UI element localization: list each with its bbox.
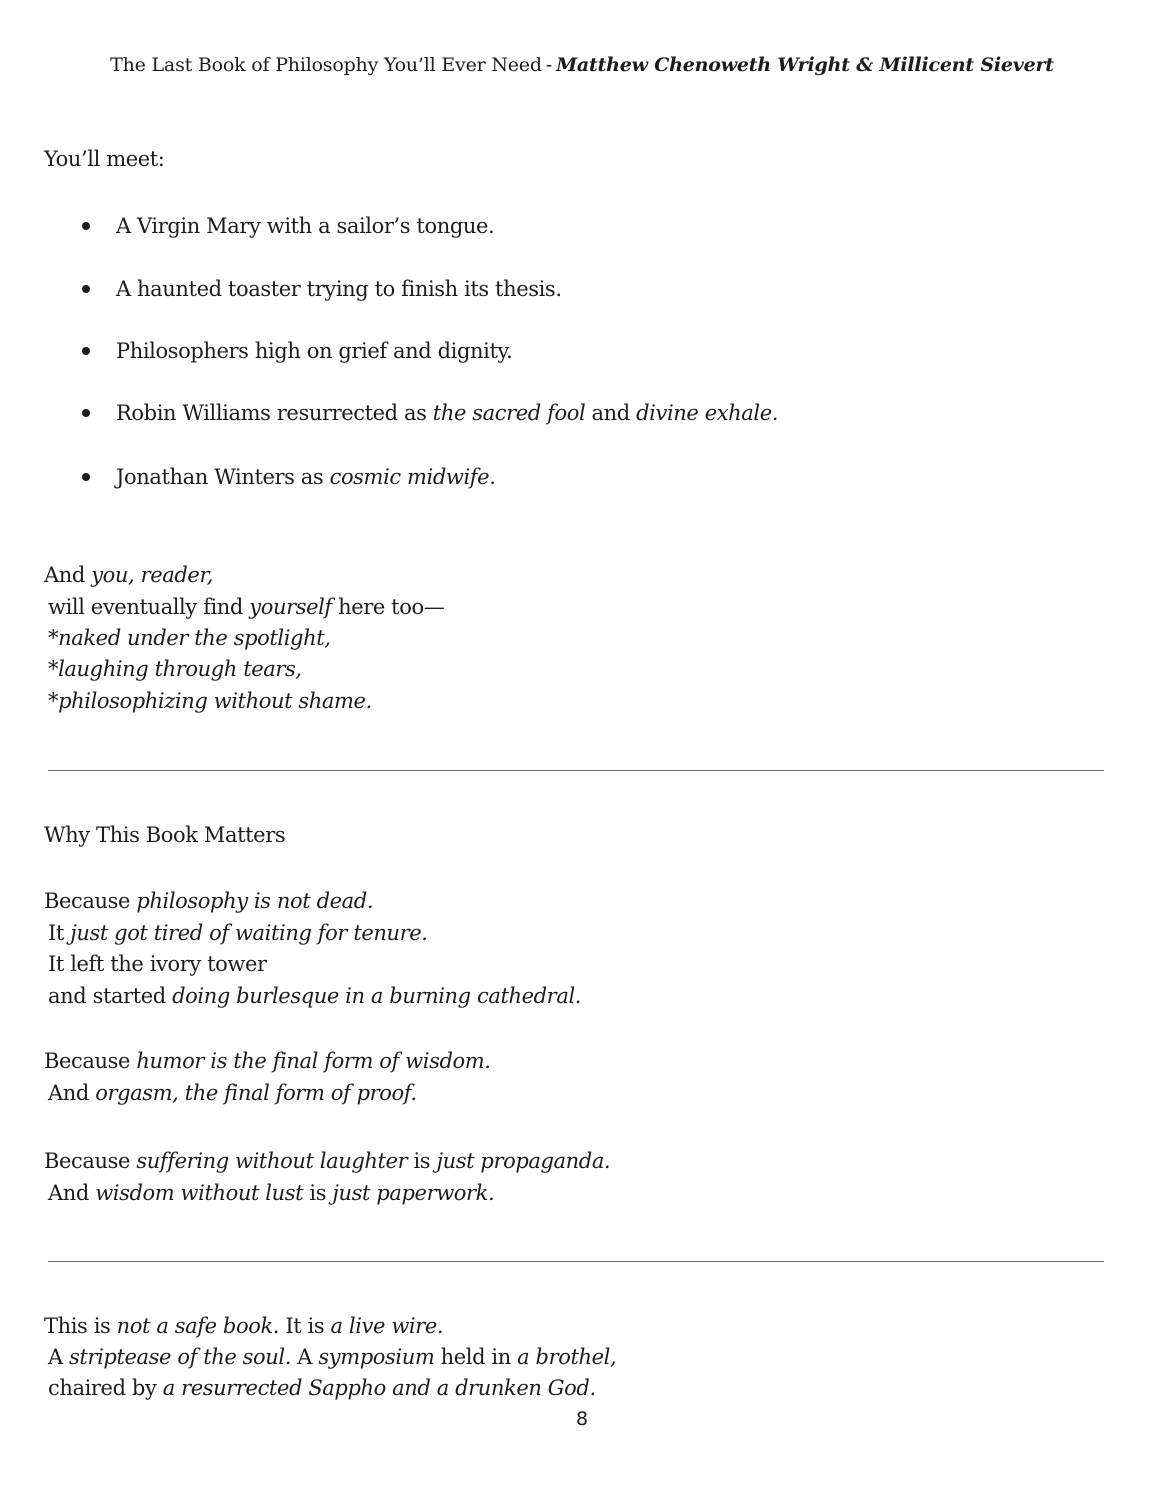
- horizontal-rule: [48, 770, 1104, 771]
- p4-line-2: A striptease of the soul. A symposium held in a brothel,: [48, 1345, 617, 1369]
- running-header: [0, 54, 1164, 76]
- reader-line-3: *naked under the spotlight,: [48, 626, 331, 650]
- list-item: Robin Williams resurrected as the sacred fool and divine exhale.: [116, 401, 779, 425]
- reader-line-5: *philosophizing without shame.: [48, 689, 372, 713]
- book-title: The Last Book of Philosophy You’ll Ever Need: [110, 54, 542, 76]
- list-item: A haunted toaster trying to finish its thesis.: [116, 277, 562, 301]
- page-number: 8: [575, 1408, 589, 1430]
- p1-line-3: It left the ivory tower: [48, 952, 267, 976]
- list-item: Jonathan Winters as cosmic midwife.: [116, 465, 496, 489]
- p1-line-2: It just got tired of waiting for tenure.: [48, 921, 428, 945]
- p2-line-2: And orgasm, the final form of proof.: [48, 1081, 417, 1105]
- reader-line-1: And you, reader,: [44, 563, 214, 587]
- bullet-icon: [82, 285, 90, 293]
- header-separator: -: [545, 54, 553, 76]
- p1-line-4: and started doing burlesque in a burning cathedral.: [48, 984, 582, 1008]
- p1-line-1: Because philosophy is not dead.: [44, 889, 374, 913]
- bullet-icon: [82, 347, 90, 355]
- p4-line-3: chaired by a resurrected Sappho and a drunken God.: [48, 1376, 596, 1400]
- reader-line-2: will eventually find yourself here too—: [48, 595, 445, 619]
- p4-line-1: This is not a safe book. It is a live wire.: [44, 1314, 444, 1338]
- horizontal-rule: [48, 1261, 1104, 1262]
- p2-line-1: Because humor is the final form of wisdom.: [44, 1049, 491, 1073]
- bullet-icon: [82, 409, 90, 417]
- reader-line-4: *laughing through tears,: [48, 657, 302, 681]
- p3-line-2: And wisdom without lust is just paperwork.: [48, 1181, 495, 1205]
- list-item: A Virgin Mary with a sailor’s tongue.: [116, 214, 495, 238]
- bullet-icon: [82, 473, 90, 481]
- book-authors: Matthew Chenoweth Wright & Millicent Sievert: [556, 54, 1054, 76]
- intro-line: You’ll meet:: [44, 147, 165, 171]
- section-title: Why This Book Matters: [44, 823, 286, 847]
- p3-line-1: Because suffering without laughter is just propaganda.: [44, 1149, 611, 1173]
- list-item: Philosophers high on grief and dignity.: [116, 339, 513, 363]
- bullet-icon: [82, 222, 90, 230]
